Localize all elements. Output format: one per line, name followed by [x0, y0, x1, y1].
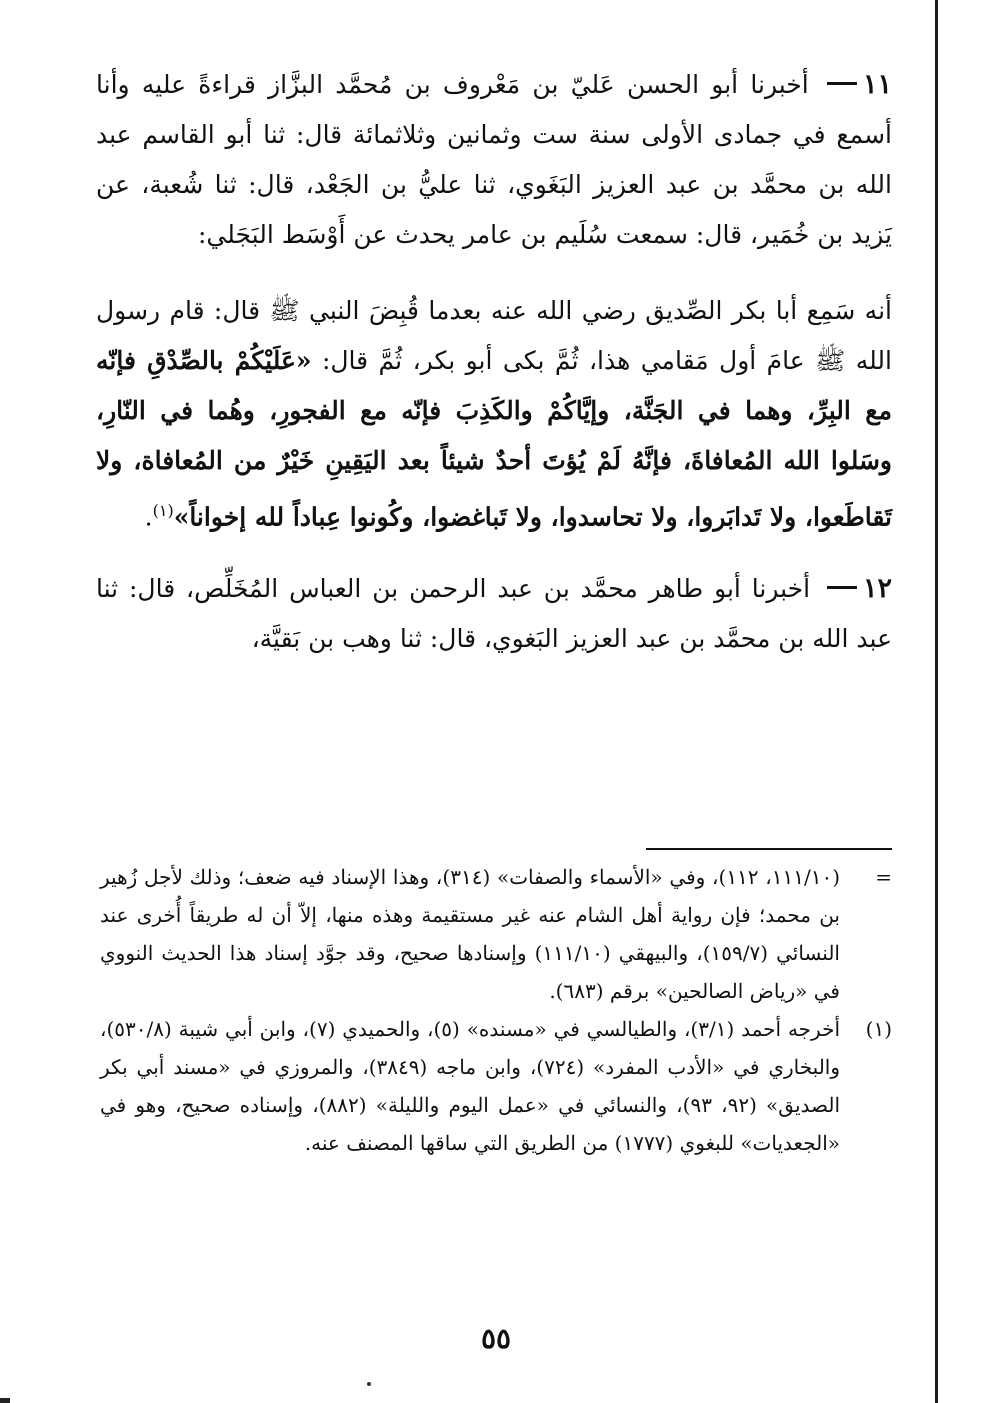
scan-speck — [367, 1382, 371, 1386]
paragraph-text: أخبرنا أبو الحسن عَليّ بن مَعْروف بن مُحمَّد البزَّاز قراءةً عليه وأنا أسمع في جمادى الأولى سنة ست وثمانين وثلاثمائة قال: ثنا أبو القاسم عبد الله بن محمَّد بن عبد العزيز البَغَوي، ثنا عليُّ بن الجَعْد، قال: ثنا شُعبة، عن يَزيد بن خُمَير، قال: سمعت سُلَيم بن عامر يحدث عن أَوْسَط البَجَلي: — [96, 70, 892, 249]
hadith-number: ١١ — [863, 69, 893, 100]
dash-separator — [827, 82, 857, 85]
narration-text: أنه سَمِع أبا بكر الصِّديق رضي الله عنه بعدما قُبِضَ النبي ﷺ قال: قام رسول الله ﷺ عامَ أول مَقامي هذا، ثُمَّ بكى أبو بكر، ثُمَّ قال: — [96, 296, 892, 375]
footnote-1 — [100, 1010, 892, 1162]
paragraph-12 — [96, 564, 892, 664]
hadith-number: ١٢ — [863, 573, 893, 605]
paragraph-text: أخبرنا أبو طاهر محمَّد بن عبد الرحمن بن العباس المُخَلِّص، قال: ثنا عبد الله بن محمَّد بن عبد العزيز البَغوي، قال: ثنا وهب بن بَقيَّة، — [96, 574, 892, 654]
hadith-text: «عَلَيْكُمْ بالصِّدْقِ فإنّه مع البِرِّ، وهما في الجَنَّة، وإيَّاكُمْ والكَذِبَ فإنّه مع الفجورِ، وهُما في النّارِ، وسَلوا الله المُعافاةَ، فإنَّهُ لَمْ يُؤتَ أحدٌ شيئاً بعد اليَقِينِ خَيْرٌ من المُعافاة، ولا تَقاطَعوا، ولا تَدابَروا، ولا تحاسدوا، ولا تَباغضوا، وكُونوا عِباداً لله إخواناً» — [96, 346, 892, 532]
footnote-marker: (١) — [865, 1017, 892, 1041]
dash-separator — [827, 586, 857, 589]
scan-edge — [0, 1398, 10, 1403]
paragraph-11 — [96, 60, 892, 260]
footnote-divider — [646, 848, 892, 850]
paragraph-hadith — [96, 286, 892, 542]
footnote-text: أخرجه أحمد (٣/١)، والطيالسي في «مسنده» (٥)، والحميدي (٧)، وابن أبي شيبة (٥٣٠/٨)، والبخاري في «الأدب المفرد» (٧٢٤)، وابن ماجه (٣٨٤٩)، والمروزي في «مسند أبي بكر الصديق» (٩٢، ٩٣)، والنسائي في «عمل اليوم والليلة» (٨٨٢)، وإسناده صحيح، وهو في «الجعديات» للبغوي (١٧٧٧) من الطريق التي ساقها المصنف عنه. — [100, 1017, 841, 1155]
footnote-reference[interactable]: (١) — [152, 501, 174, 520]
continuation-marker: = — [875, 865, 892, 889]
page-number: ٥٥ — [480, 1322, 512, 1355]
footnote-continued — [100, 858, 892, 1010]
footnote-text: (١١١/١٠، ١١٢)، وفي «الأسماء والصفات» (٣١٤)، وهذا الإسناد فيه ضعف؛ وذلك لأجل زُهير بن محمد؛ فإن رواية أهل الشام عنه غير مستقيمة وهذه منها، إلاّ أن له طريقاً أُخرى عند النسائي (١٥٩/٧)، والبيهقي (١١١/١٠) وإسنادها صحيح، وقد جوَّد إسناد هذا الحديث النووي في «رياض الصالحين» برقم (٦٨٣). — [100, 865, 841, 1003]
sentence-end: . — [144, 502, 153, 532]
margin-rule — [935, 0, 938, 1403]
footnotes — [100, 858, 892, 1162]
main-text — [96, 60, 892, 664]
